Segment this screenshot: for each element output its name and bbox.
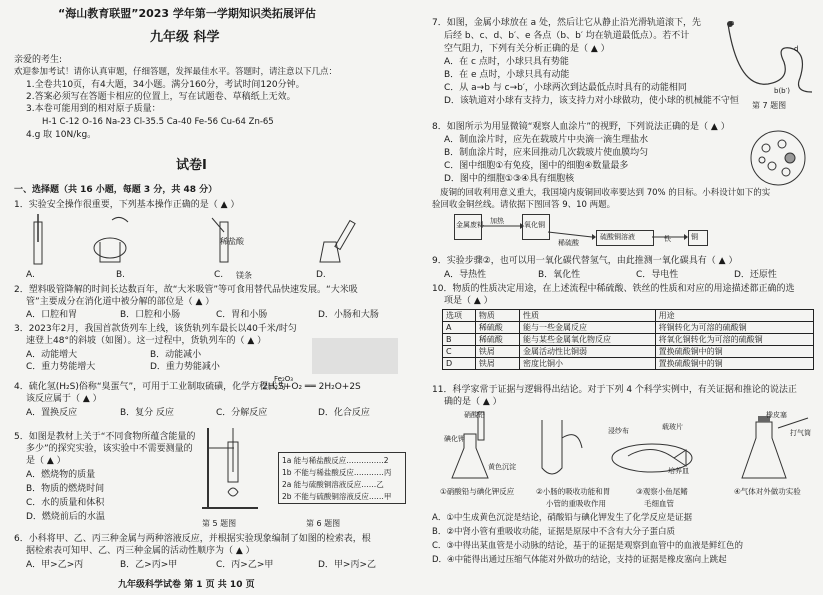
q6-key-4: 2b 不能与硫酸铜溶液反应……甲 [282, 492, 392, 501]
q6-stem-2: 据检索表可知甲、乙、丙三种金属的活动性顺序为（ ▲ ） [26, 546, 255, 556]
q11-caption-2b: 小管的重吸收作用 [546, 499, 606, 508]
q7-point-d: d [794, 45, 799, 53]
q4-option-b: B．复分 反应 [120, 408, 175, 418]
q10-stem-1: 10．物质的性质决定用途，在上述流程中稀硫酸、铁丝的性质和对应的用途描述都正确的选 [432, 284, 795, 294]
q4-option-a: A．置换反应 [26, 408, 78, 418]
q11-caption-4: ④气体对外做功实验 [734, 487, 801, 496]
q11-label-stopper: 橡皮塞 [766, 411, 787, 419]
q11-option-d: D．④中能得出通过压缩气体能对外做功的结论，支持的证据是橡皮塞向上跳起 [432, 555, 727, 565]
notice-item-2: 2.答案必须写在答题卡相应的位置上，写在试题卷、草稿纸上无效。 [26, 92, 296, 102]
flow-cu: 铜 [691, 233, 698, 241]
table-header: 性质 [520, 310, 656, 322]
q11-label-lead-nitrate: 硝酸铅 [464, 411, 485, 419]
q3-train-photo [312, 338, 398, 374]
paper-label: 试卷Ⅰ [176, 158, 207, 173]
table-row [443, 358, 814, 370]
q3-option-c: C．重力势能增大 [26, 362, 96, 372]
q8-option-a: A．制血涂片时，应先在载玻片中央滴一滴生理盐水 [444, 135, 649, 145]
notice-greeting: 亲爱的考生: [14, 55, 63, 65]
notice-item-3: 3.本卷可能用到的相对原子质量： [26, 104, 161, 114]
q4-stem-1: 4．硫化氢(H₂S)俗称“臭蛋气”，可用于工业制取硫磺，化学方程式为 [14, 382, 287, 392]
q4-equation: 2H₂S+O₂ ══ 2H₂O+2S [262, 382, 361, 392]
flow-scrap: 金属废料 [456, 221, 484, 229]
q11-caption-3b: 毛细血管 [644, 499, 674, 508]
notice-intro: 欢迎参加考试！请你认真审题，仔细答题，发挥最佳水平。答题时，请注意以下几点： [14, 67, 338, 77]
q7-option-d: D．该轨道对小球有支持力，该支持力对小球做功，使小球的机械能不守恒 [444, 96, 739, 106]
q9-option-d: D．还原性 [734, 270, 777, 280]
flow-fe: 铁 [664, 235, 671, 243]
table-header: 用途 [655, 310, 813, 322]
q5-fig-caption: 第 5 题图 [202, 519, 237, 528]
q2-option-d: D．小肠和大肠 [318, 310, 379, 320]
q2-stem-2: 管”主要成分在消化道中被分解的部位是（ ▲ ） [26, 297, 215, 307]
flow-cuo: 氧化铜 [524, 221, 545, 229]
q9-stem: 9．实验步骤②，也可以用一氧化碳代替氢气，由此推测一氧化碳具有（ ▲ ） [432, 256, 738, 266]
q1-option-b: B. [116, 270, 126, 280]
q6-key-2: 1b 不能与稀盐酸反应…………丙 [282, 468, 392, 477]
q4-condition: Fe₂O₃ [274, 375, 294, 383]
q2-option-a: A．口腔和胃 [26, 310, 78, 320]
table-cell: 稀硫酸 [475, 322, 519, 334]
q8-blood-smear-figure [748, 128, 808, 188]
q2-option-c: C．胃和小肠 [216, 310, 268, 320]
q6-key-3: 2a 能与硫酸铜溶液反应……乙 [282, 480, 384, 489]
section-heading: 一、选择题（共 16 小题，每题 3 分，共 48 分） [14, 185, 218, 195]
q8-option-c: C．图中细胞①有免疫，图中的细胞④数量最多 [444, 161, 629, 171]
table-cell: 能与某些金属氧化物反应 [520, 334, 656, 346]
table-cell: 将铜转化为可溶的硫酸铜 [655, 322, 813, 334]
q7-point-bb: b(b′) [774, 87, 790, 95]
table-cell: C [443, 346, 476, 358]
page-footer: 九年级科学试卷 第 1 页 共 10 页 [118, 580, 255, 590]
material-line-2: 验回收金铜丝线。请依据下图回答 9、10 两题。 [432, 200, 616, 210]
q7-track-figure [724, 18, 818, 100]
material-line-1: 废铜的回收利用意义重大，我国境内废铜回收率要达到 70% 的目标。小科设计如下的实 [440, 188, 771, 198]
q10-table [442, 309, 814, 370]
q5-option-c: C．水的质量和体积 [26, 498, 105, 508]
q1-stem: 1．实验安全操作很重要，下列基本操作正确的是（ ▲ ） [14, 200, 240, 210]
q1-option-a: A. [26, 270, 35, 280]
q7-stem-1: 7．如图，金属小球放在 a 处，然后让它从静止沿光滑轨道滚下，先 [432, 18, 701, 28]
table-cell: 置换硫酸铜中的铜 [655, 358, 813, 370]
q11-figures [442, 408, 814, 490]
atomic-masses: H-1 C-12 O-16 Na-23 Cl-35.5 Ca-40 Fe-56 Cu-64 Zn-65 [42, 117, 274, 127]
notice-item-1: 1.全卷共10页，有4大题，34小题。满分160分，考试时间120分钟。 [26, 80, 305, 90]
table-cell: 能与一些金属反应 [520, 322, 656, 334]
exam-title: “海山教育联盟”2023 学年第一学期知识类拓展评估 [58, 7, 316, 20]
flow-cuso4: 硫酸铜溶液 [600, 233, 635, 241]
table-cell: 置换硫酸铜中的铜 [655, 346, 813, 358]
q3-stem-2: 速登上48°的斜坡（如图）。这一过程中，货轨列车的（ ▲ ） [26, 336, 267, 346]
q5-option-d: D．燃烧前后的水温 [26, 512, 105, 522]
flow-heat: 加热 [490, 217, 504, 225]
q3-option-d: D．重力势能减小 [150, 362, 220, 372]
q11-caption-1: ①硝酸铅与碘化钾反应 [440, 487, 515, 496]
q9-option-c: C．导电性 [636, 270, 679, 280]
q7-option-b: B．在 e 点时，小球只具有动能 [444, 70, 570, 80]
flow-arrows [478, 220, 694, 244]
q11-label-gauze: 浸纱布 [608, 427, 629, 435]
q5-stem-2: 多少”的探究实验，该实验中不需要测量的 [26, 444, 193, 454]
flow-acid: 稀硫酸 [558, 239, 579, 247]
q6-option-d: D．甲>丙>乙 [318, 560, 377, 570]
q4-option-c: C．分解反应 [216, 408, 268, 418]
q3-option-b: B．动能减小 [150, 350, 202, 360]
q11-stem-1: 11．科学家常于证据与逻辑得出结论。对于下列 4 个科学实例中，有关证据和推论的说法正 [432, 385, 797, 395]
q9-option-a: A．导热性 [444, 270, 487, 280]
q9-option-b: B．氧化性 [538, 270, 581, 280]
q5-option-a: A．燃烧物的质量 [26, 470, 96, 480]
subject-title: 九年级 科学 [150, 30, 220, 45]
q5-figure [198, 428, 262, 514]
q2-option-b: B．口腔和小肠 [120, 310, 181, 320]
table-cell: A [443, 322, 476, 334]
q3-stem-1: 3．2023年2月，我国首款货列车上线，该货轨列车最长以40千米/时匀 [14, 324, 297, 334]
q1-option-d: D. [316, 270, 326, 280]
table-header-row [443, 310, 814, 322]
q8-stem: 8．如图所示为用显微镜“观察人血涂片”的视野，下列说法正确的是（ ▲ ） [432, 122, 730, 132]
q1-figures [20, 212, 400, 278]
q5-stem-3: 是（ ▲ ） [26, 456, 66, 466]
table-cell: 金属活动性比铜弱 [520, 346, 656, 358]
q7-stem-3: 空气阻力，下列有关分析正确的是（ ▲ ） [444, 44, 610, 54]
q2-stem-1: 2．塑料吸管降解的时间长达数百年，故“大米吸管”等可食用替代品快速发展。“大米吸 [14, 285, 358, 295]
table-cell: 将氧化铜转化为可溶的硫酸铜 [655, 334, 813, 346]
q11-label-slide: 载玻片 [662, 423, 683, 431]
q1-label-mg: 镁条 [236, 271, 252, 280]
table-cell: 密度比铜小 [520, 358, 656, 370]
table-cell: D [443, 358, 476, 370]
q11-option-c: C．③中得出某血管是小动脉的结论，基于的证据是观察到血管中的血液是鲜红色的 [432, 541, 744, 551]
q6-option-a: A．甲>乙>丙 [26, 560, 84, 570]
q6-fig-caption: 第 6 题图 [306, 519, 341, 528]
table-cell: 铁屑 [475, 358, 519, 370]
q11-caption-3: ③观察小鱼尾鳍 [636, 487, 688, 496]
table-row [443, 334, 814, 346]
page-2 [418, 0, 823, 595]
q6-key-1: 1a 能与稀盐酸反应……………2 [282, 456, 389, 465]
q4-option-d: D．化合反应 [318, 408, 370, 418]
q4-stem-2: 该反应属于（ ▲ ） [26, 394, 102, 404]
q6-option-b: B．乙>丙>甲 [120, 560, 178, 570]
q8-option-b: B．制血涂片时，应来回推动几次载玻片使血膜均匀 [444, 148, 649, 158]
q11-stem-2: 确的是（ ▲ ） [444, 397, 502, 407]
q8-option-d: D．图中的细胞①③④具有细胞核 [444, 174, 575, 184]
q7-option-a: A．在 c 点时，小球只具有势能 [444, 57, 569, 67]
q11-label-pump: 打气筒 [790, 429, 811, 437]
q10-stem-2: 项是（ ▲ ） [444, 296, 493, 306]
q5-option-b: B．物质的燃烧时间 [26, 484, 105, 494]
q7-point-a: a [730, 19, 735, 27]
q7-fig-caption: 第 7 题图 [752, 101, 787, 110]
table-cell: 铁屑 [475, 346, 519, 358]
table-cell: B [443, 334, 476, 346]
notice-item-4: 4.g 取 10N/kg。 [26, 130, 97, 140]
q3-option-a: A．动能增大 [26, 350, 78, 360]
q5-stem-1: 5．如图是教材上关于“不同食物所蕴含能量的 [14, 432, 196, 442]
q11-option-a: A．①中生成黄色沉淀是结论，硝酸铅与碘化钾发生了化学反应是证据 [432, 513, 692, 523]
q6-option-c: C．丙>乙>甲 [216, 560, 274, 570]
q11-option-b: B．②中肾小管有重吸收功能，证据是原尿中不含有大分子蛋白质 [432, 527, 675, 537]
q7-stem-2: 后经 b、c、d、b′、e 各点（b、b′ 均在轨道最低点）。若不计 [444, 31, 690, 41]
table-row [443, 346, 814, 358]
q1-label-acid: 稀盐酸 [220, 237, 244, 246]
table-header: 物质 [475, 310, 519, 322]
table-header: 选项 [443, 310, 476, 322]
q11-label-ki: 碘化钾 [444, 435, 465, 443]
q11-label-dish: 培养皿 [668, 467, 689, 475]
q11-label-ppt: 黄色沉淀 [488, 463, 516, 471]
q11-caption-2: ②小肠的吸收功能和胃 [536, 487, 611, 496]
table-cell: 稀硫酸 [475, 334, 519, 346]
q1-option-c: C. [214, 270, 224, 280]
table-row [443, 322, 814, 334]
q7-option-c: C．从 a→b 与 c→b′，小球两次到达最低点时具有的动能相同 [444, 83, 687, 93]
q6-stem-1: 6．小科将甲、乙、丙三种金属与两种溶液反应，并根据实验现象编制了如图的检索表，根 [14, 534, 371, 544]
